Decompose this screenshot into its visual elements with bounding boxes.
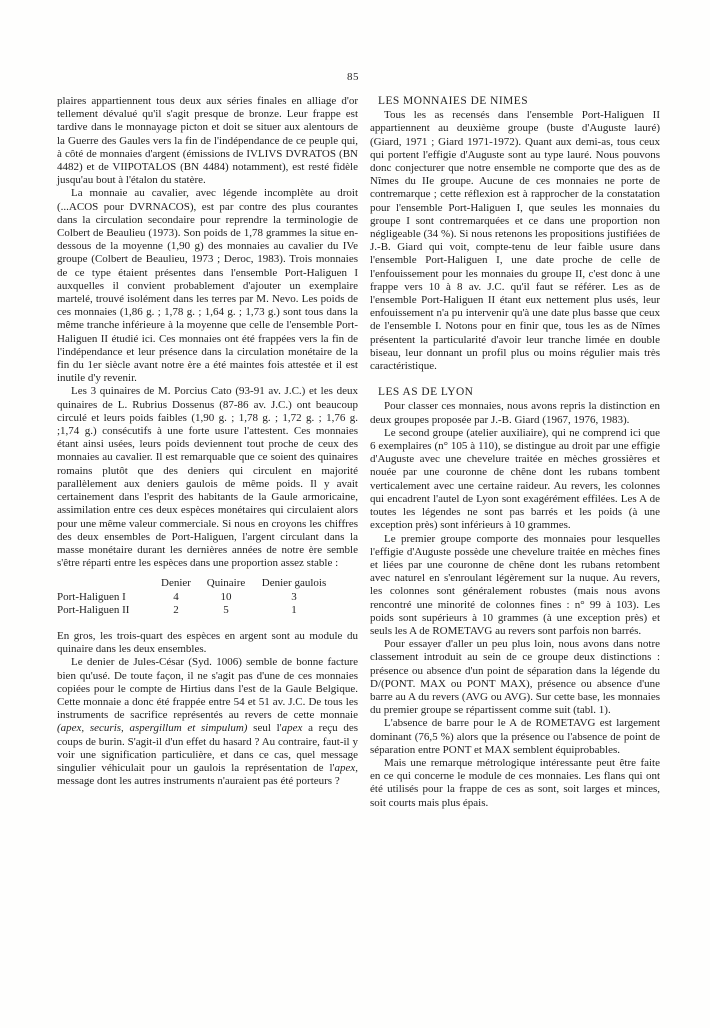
coin-count-table — [57, 577, 358, 617]
paragraph-classer: Pour classer ces monnaies, nous avons repris la distinction en deux groupes proposée par J.-B. Giard (1967, 1976, 1983). — [370, 400, 660, 426]
paragraph-premier-groupe: Le premier groupe comporte des monnaies pour lesquelles l'effigie d'Auguste possède une chevelure traitée en mèches fines et liées par une couronne de chêne dont les rubans retombent avec naturel en s'enroulant légèrement sur la nuque. Au revers, les colonnes sont généralement robustes (mais nous avons rencontré une minorité de colonnes fines : n° 99 à 103). Les poids sont supérieurs à 10 grammes (à une exception près) et seuls les A de ROMETAVG au revers sont parfois non barrés. — [370, 532, 660, 637]
table-header-quinaire: Quinaire — [206, 577, 246, 590]
table-row-label: Port-Haliguen II — [57, 603, 130, 616]
table-cell: 5 — [223, 603, 229, 616]
two-column-layout — [0, 95, 710, 810]
table-header-row — [57, 577, 358, 590]
paragraph-plaires: plaires appartiennent tous deux aux séries finales en alliage d'or tellement dévalué qu'il s'agit presque de bronze. Leur frappe est tardive dans le monnayage picton et doit se situer aux alentours de la Guerre des Gaules vers la fin de l'indépendance de ce peuple qui, à côté de monnaies d'argent (émissions de IVLIVS DVRATOS (BN 4482) et de VIIPOTALOS (BN 4484) notamment), est resté fidèle jusqu'au bout à l'étalon du statère. — [57, 95, 358, 187]
table-cell: 10 — [220, 590, 232, 603]
table-header-denier: Denier — [161, 577, 191, 590]
table-row-label: Port-Haliguen I — [57, 590, 126, 603]
paragraph-cavalier: La monnaie au cavalier, avec légende incomplète au droit (...ACOS pour DVRNACOS), est par contre des plus courantes dans la circulation secondaire pour reprendre la terminologie de Colbert de Beaulieu (1973). Son poids de 1,78 grammes la situe en-dessous de la moyenne (1,90 g) des monnaies au cavalier du IVe groupe (Colbert de Beaulieu, 1973 ; Deroc, 1983). Trois monnaies de ce type étaient présentes dans l'ensemble Port-Haliguen I auxquelles il convient probablement d'ajouter un exemplaire martelé, trouvé isolément dans les terres par M. Nevo. Les poids de ces monnaies (1,86 g. ; 1,78 g. ; 1,64 g. ; 1,73 g.) sont tous dans la même tranche inférieure à la moyenne que celle de l'ensemble Port-Haliguen II étudié ici. Ces monnaies ont été frappées vers la fin de l'indépendance et leur présence dans la circulation monétaire de la fin du 1er siècle avant notre ère a été maintes fois attestée et il est inutile d'y revenir. — [57, 187, 358, 385]
table-cell: 2 — [173, 603, 179, 616]
table-row — [57, 604, 358, 617]
paragraph-nimes: Tous les as recensés dans l'ensemble Port-Haliguen II appartiennent au deuxième groupe (buste d'Auguste lauré) (Giard, 1971 ; Giard 1971-1972). Quant aux demi-as, tous ceux qui portent l'effigie d'Auguste sont au type lauré. Nous pouvons donc conjecturer que notre ensemble ne comporte que des as de Nîmes du IIe groupe. Aucune de ces monnaies ne porte de contremarque ; cette réflexion est à rapprocher de la constatation pour l'ensemble Port-Haliguen I, que seules les monnaies du groupe I sont contremarquées et ce dans une proportion non négligeable (34 %). Si nous retenons les propositions justifiées de J.-B. Giard qui voit, compte-tenu de leur faible usure dans l'ensemble Port-Haliguen I, une date proche de celle de l'enfouissement pour les monnaies du groupe II, c'est donc à une frappe vers 10 à 8 av. J.C. qu'il faut se référer. Les as de l'ensemble Port-Haliguen II étant eux nettement plus usés, leur enfouissement n'a pu intervenir qu'à une date plus basse que ceux de l'ensemble I. Notons pour en finir que, tous les as de Nîmes présentent la particularité d'avoir leur tranche limée en double biseau, leur donnant un profil plus ou moins régulier mais très caractéristique. — [370, 109, 660, 373]
paragraph-remarque: Mais une remarque métrologique intéressante peut être faite en ce qui concerne le module de ces monnaies. Les flans qui ont été utilisés pour la frappe de ces as sont, soit larges et minces, soit courts mais plus épais. — [370, 756, 660, 809]
section-heading-lyon: LES AS DE LYON — [378, 386, 474, 399]
table-row — [57, 591, 358, 604]
left-column — [57, 95, 358, 810]
paragraph-second-groupe: Le second groupe (atelier auxiliaire), qui ne comprend ici que 6 exemplaires (n° 105 à 110), se distingue au droit par une effigie d'Auguste avec une chevelure traitée en mèches grossières et nouée par une couronne de chêne dont les rubans tombent verticalement avec une certaine raideur. Au revers, les colonnes qui encadrent l'autel de Lyon sont exagérément effilées. Les A de toutes les légendes ne sont pas barrés et les poids (à une exception près) sont inférieurs à 10 grammes. — [370, 426, 660, 532]
paragraph-cesar: Le denier de Jules-César (Syd. 1006) semble de bonne facture bien qu'usé. De toute façon, il ne s'agit pas d'une de ces monnaies copiées pour le compte de Hirtius dans l'est de la Gaule Belgique. Cette monnaie a donc été frappée entre 54 et 51 av. J.C. De tous les instruments de sacrifice représentés au revers de cette monnaie (apex, securis, aspergillum et simpulum) seul l'apex a reçu des coups de burin. S'agit-il d'un effet du hasard ? Au contraire, faut-il y voir une signification particulière, et dans ce cas, quel message singulier véhiculait pour un gaulois la représentation de l'apex, message dont les autres instruments n'auraient pas été porteurs ? — [57, 656, 358, 788]
paragraph-essayer: Pour essayer d'aller un peu plus loin, nous avons dans notre classement introduit au sein de ce groupe deux distinctions : présence ou absence d'un point de séparation dans la légende du D/(PONT. MAX ou PONT MAX), présence ou absence d'une barre au A du revers (AVG ou AVG). Sur cette base, les monnaies du premier groupe se répartissent comme suit (tabl. 1). — [370, 638, 660, 717]
table-header-empty — [57, 577, 152, 590]
table-cell: 4 — [173, 590, 179, 603]
page-number: 85 — [347, 71, 359, 83]
table-cell: 1 — [291, 603, 297, 616]
paragraph-absence: L'absence de barre pour le A de ROMETAVG est largement dominant (76,5 %) alors que la présence ou l'absence de point de séparation entre PONT et MAX semblent équiprobables. — [370, 717, 660, 756]
paragraph-quinaires: Les 3 quinaires de M. Porcius Cato (93-91 av. J.C.) et les deux quinaires de L. Rubrius Dossenus (87-86 av. J.C.) ont beaucoup circulé et leurs poids faibles (1,90 g. ; 1,78 g. ; 1,72 g. ; 1,76 g. ;1,74 g.) consécutifs à une forte usure l'attestent. Ces monnaies étant ainsi usées, leurs poids deviennent tout proche de ceux des monnaies au cavalier. Il est remarquable que ce soient des quinaires romains plutôt que des deniers qui circulent en majorité parallèlement aux deniers gaulois de même poids. Il y avait certainement dans l'esprit des habitants de la Gaule armoricaine, assimilation entre ces deux espèces monétaires qui circulaient alors pour une même valeur commerciale. Si nous en croyons les chiffres des deux ensembles de Port-Haliguen, l'argent circulant dans la masse monétaire durant les dernières années de notre ère semble s'être réparti entre les espèces dans une proportion assez stable : — [57, 385, 358, 570]
table-cell: 3 — [291, 590, 297, 603]
section-heading-nimes: LES MONNAIES DE NIMES — [378, 95, 529, 107]
right-column — [370, 95, 660, 810]
paragraph-engros: En gros, les trois-quart des espèces en argent sont au module du quinaire dans les deux ensembles. — [57, 629, 358, 656]
table-header-denier-gaulois: Denier gaulois — [261, 577, 327, 590]
